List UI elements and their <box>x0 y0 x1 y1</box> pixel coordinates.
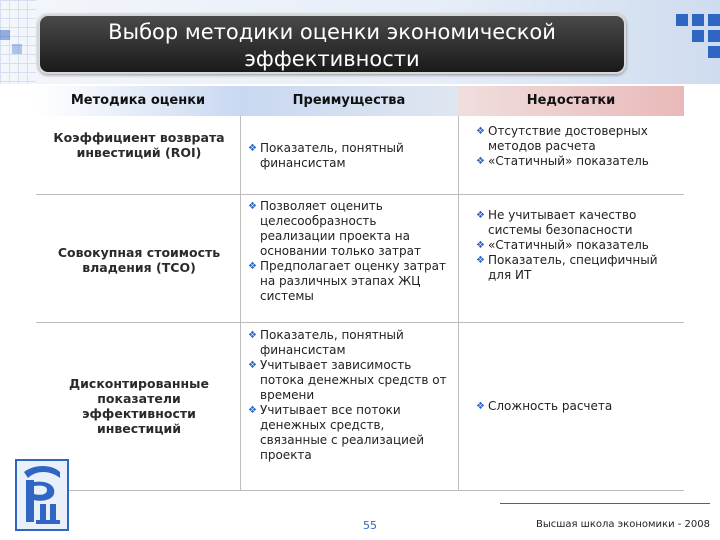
cons-tco <box>476 208 680 283</box>
method-roi: Коэффициент возврата инвестиций (ROI) <box>53 130 225 160</box>
hse-logo <box>14 458 70 532</box>
grid-decoration <box>0 0 36 84</box>
method-discounted: Дисконтированные показатели эффективности инвестиций <box>69 376 209 436</box>
decor-square <box>708 14 720 26</box>
header-cons: Недостатки <box>458 86 684 116</box>
list-item: ❖ Предполагает оценку затрат на различных этапах ЖЦ системы <box>248 259 448 304</box>
pros-discounted <box>248 328 452 463</box>
footer-divider <box>500 503 710 504</box>
list-item: ❖ Показатель, понятный финансистам <box>248 141 448 171</box>
decor-square <box>0 30 10 40</box>
decor-square <box>692 14 704 26</box>
decor-square <box>692 30 704 42</box>
list-item: ❖ Учитывает все потоки денежных средств, связанные с реализацией проекта <box>248 403 452 463</box>
header-method: Методика оценки <box>36 86 240 116</box>
slide-title <box>38 14 626 74</box>
cons-roi <box>476 124 680 169</box>
title-line-2: эффективности <box>244 47 420 71</box>
list-item: ❖ «Статичный» показатель <box>476 154 680 169</box>
page-number: 55 <box>363 519 377 532</box>
row-divider <box>36 194 684 195</box>
pros-roi <box>248 141 448 171</box>
title-line-1: Выбор методики оценки экономической <box>108 20 556 44</box>
pros-tco <box>248 199 448 304</box>
decor-square <box>676 14 688 26</box>
list-item: ❖ Учитывает зависимость потока денежных средств от времени <box>248 358 452 403</box>
list-item: ❖ Отсутствие достоверных методов расчета <box>476 124 680 154</box>
list-item: ❖ Сложность расчета <box>476 399 680 414</box>
cons-discounted <box>476 399 680 414</box>
list-item: ❖ «Статичный» показатель <box>476 238 680 253</box>
decor-square <box>708 46 720 58</box>
column-divider <box>240 116 241 490</box>
footer-organization: Высшая школа экономики - 2008 <box>535 519 710 530</box>
list-item: ❖ Не учитывает качество системы безопасности <box>476 208 680 238</box>
header-pros: Преимущества <box>240 86 458 116</box>
list-item: ❖ Показатель, специфичный для ИТ <box>476 253 680 283</box>
list-item: ❖ Позволяет оценить целесообразность реализации проекта на основании только затрат <box>248 199 448 259</box>
list-item: ❖ Показатель, понятный финансистам <box>248 328 452 358</box>
decor-square <box>708 30 720 42</box>
row-divider <box>36 490 684 491</box>
method-tco: Совокупная стоимость владения (TCO) <box>57 245 221 275</box>
column-divider <box>458 116 459 490</box>
decor-square <box>12 44 22 54</box>
row-divider <box>36 322 684 323</box>
